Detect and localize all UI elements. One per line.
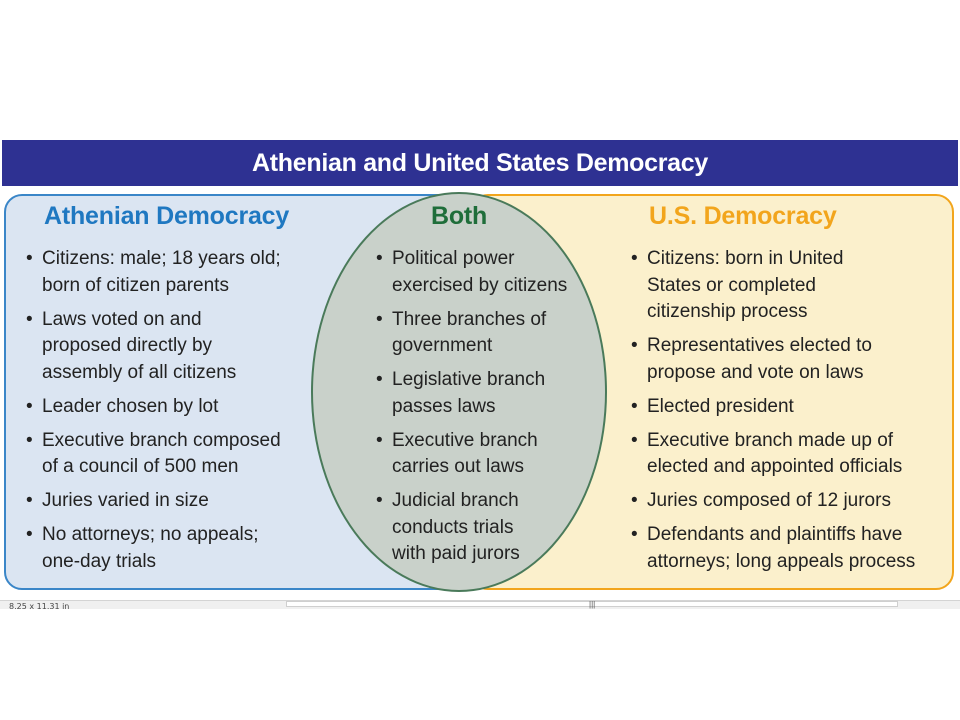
list-item-line: Executive branch [392, 429, 538, 451]
list-item [26, 307, 316, 387]
list-item [26, 246, 316, 299]
list-item [376, 307, 586, 360]
list-item-line: States or completed [647, 274, 816, 296]
list-item [631, 522, 931, 575]
list-item-line: exercised by citizens [392, 274, 568, 296]
list-item [631, 246, 931, 326]
us-list [631, 246, 931, 583]
list-item-line: Executive branch composed [42, 429, 281, 451]
list-item-line: Judicial branch [392, 490, 519, 511]
list-item-line: of a council of 500 men [42, 456, 239, 477]
list-item-line: assembly of all citizens [42, 361, 237, 383]
list-item-line: Citizens: male; 18 years old; [42, 248, 281, 269]
list-item-line: elected and appointed officials [647, 456, 903, 477]
athenian-heading: Athenian Democracy [44, 202, 290, 230]
list-item-line: Leader chosen by lot [42, 395, 219, 417]
list-item [631, 488, 931, 515]
title-banner [2, 140, 958, 186]
list-item-line: Defendants and plaintiffs have [647, 524, 903, 545]
list-item [26, 428, 316, 481]
list-item-line: Laws voted on and [42, 308, 202, 330]
both-list [376, 246, 586, 575]
list-item-line: Three branches of [392, 308, 547, 330]
us-heading: U.S. Democracy [649, 202, 837, 230]
list-item [26, 522, 316, 575]
list-item-line: Elected president [647, 395, 794, 417]
diagram-title: Athenian and United States Democracy [252, 148, 708, 177]
list-item-line: Political power [392, 248, 515, 269]
list-item [631, 394, 931, 421]
list-item-line: one-day trials [42, 550, 157, 572]
list-item-line: conducts trials [392, 516, 514, 538]
list-item [376, 428, 586, 481]
list-item-line: government [392, 335, 493, 356]
both-heading: Both [431, 202, 488, 230]
athenian-list [26, 246, 316, 583]
list-item [376, 367, 586, 420]
list-item-line: proposed directly by [42, 335, 213, 356]
list-item-line: Juries varied in size [42, 490, 209, 511]
list-item [376, 488, 586, 568]
list-item-line: propose and vote on laws [647, 361, 864, 383]
list-item-line: with paid jurors [392, 543, 520, 564]
list-item-line: Juries composed of 12 jurors [647, 490, 891, 511]
list-item-line: carries out laws [392, 456, 524, 477]
list-item-line: No attorneys; no appeals; [42, 524, 259, 545]
list-item [631, 428, 931, 481]
list-item-line: Executive branch made up of [647, 429, 894, 451]
list-item-line: Citizens: born in United [647, 248, 844, 269]
list-item [376, 246, 586, 299]
list-item-line: Representatives elected to [647, 335, 872, 356]
list-item [26, 394, 316, 421]
scrollbar-grip-icon[interactable]: ||| [589, 600, 596, 609]
list-item-line: passes laws [392, 395, 496, 417]
list-item [631, 333, 931, 386]
list-item-line: attorneys; long appeals process [647, 550, 916, 572]
list-item-line: Legislative branch [392, 369, 546, 390]
list-item-line: born of citizen parents [42, 274, 229, 296]
list-item [26, 488, 316, 515]
list-item-line: citizenship process [647, 301, 808, 322]
page-size-label: 8.25 x 11.31 in [9, 602, 70, 611]
